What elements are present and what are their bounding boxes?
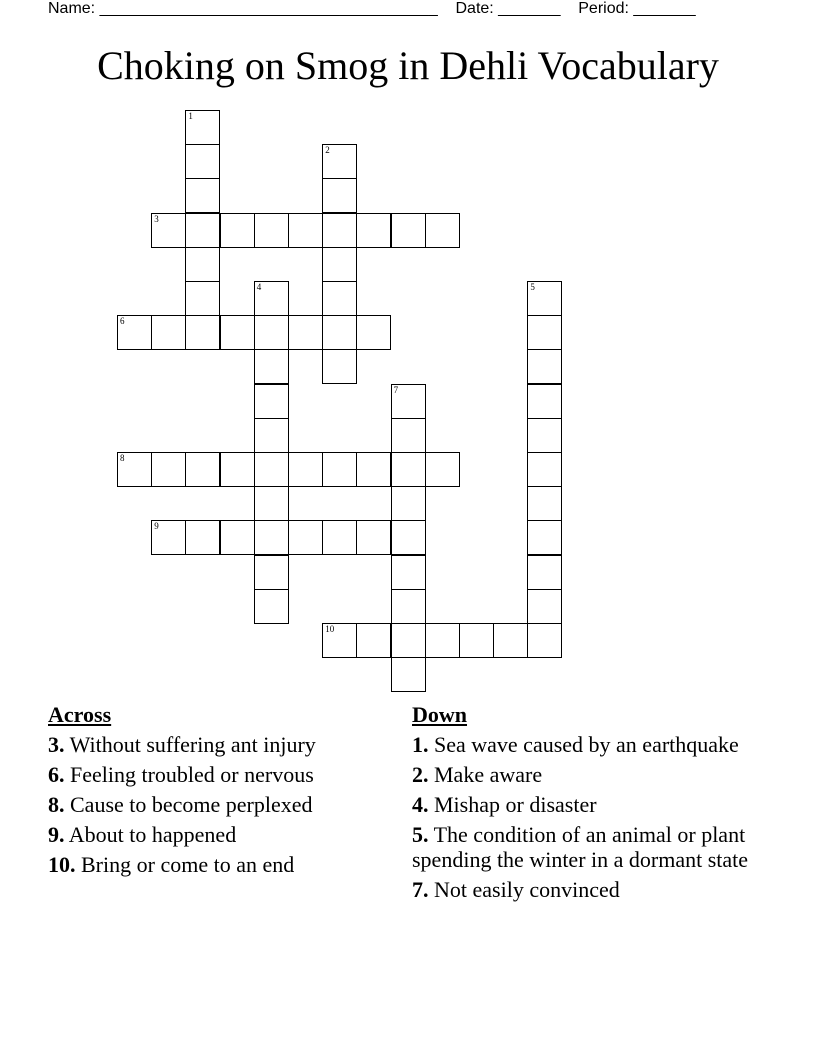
crossword-cell[interactable]	[254, 555, 289, 590]
crossword-cell[interactable]	[185, 315, 220, 350]
clue-down-7	[412, 877, 757, 902]
clue-number: 4.	[412, 792, 429, 817]
crossword-cell[interactable]	[220, 452, 255, 487]
crossword-cell[interactable]	[356, 623, 391, 658]
crossword-cell[interactable]	[527, 418, 562, 453]
clue-text: Make aware	[428, 762, 543, 787]
cell-number: 3	[154, 213, 159, 224]
crossword-cell[interactable]	[254, 486, 289, 521]
crossword-cell[interactable]	[527, 384, 562, 419]
crossword-cell[interactable]	[322, 247, 357, 282]
crossword-cell[interactable]	[425, 213, 460, 248]
crossword-cell[interactable]	[254, 349, 289, 384]
crossword-cell[interactable]	[254, 520, 289, 555]
crossword-cell[interactable]	[391, 384, 426, 419]
clue-text: Bring or come to an end	[75, 852, 295, 877]
crossword-cell[interactable]	[527, 349, 562, 384]
clue-across-6	[48, 762, 378, 787]
clue-text: Without suffering ant injury	[64, 732, 316, 757]
cell-number: 8	[120, 453, 125, 463]
crossword-cell[interactable]	[185, 213, 220, 248]
cell-number: 1	[188, 111, 193, 121]
crossword-cell[interactable]	[254, 418, 289, 453]
clue-across-3	[48, 732, 378, 757]
clue-number: 9.	[48, 822, 65, 847]
clue-number: 8.	[48, 792, 65, 817]
across-clues	[48, 702, 378, 882]
clue-number: 7.	[412, 877, 429, 902]
crossword-cell[interactable]	[322, 623, 357, 658]
crossword-cell[interactable]	[185, 452, 220, 487]
crossword-cell[interactable]	[391, 213, 426, 248]
crossword-cell[interactable]	[527, 520, 562, 555]
cell-number: 5	[530, 282, 535, 292]
student-info-line: Name: ______________________________________ Date: _______ Period: _______	[48, 0, 696, 17]
crossword-cell[interactable]	[185, 110, 220, 145]
cell-number: 2	[325, 145, 330, 156]
clue-down-5	[412, 822, 757, 872]
down-clues	[412, 702, 757, 907]
clue-across-8	[48, 792, 378, 817]
clue-number: 1.	[412, 732, 429, 757]
cell-number: 10	[325, 624, 335, 634]
crossword-cell[interactable]	[220, 315, 255, 350]
crossword-cell[interactable]	[254, 384, 289, 419]
crossword-cell[interactable]	[185, 520, 220, 555]
crossword-cell[interactable]	[459, 623, 494, 658]
crossword-cell[interactable]	[391, 589, 426, 624]
crossword-cell[interactable]	[322, 452, 357, 487]
cell-number: 4	[256, 282, 262, 292]
puzzle-title: Choking on Smog in Dehli Vocabulary	[97, 43, 719, 88]
clue-text: The condition of an animal or plant spending the winter in a dormant state	[412, 822, 749, 872]
clue-text: Not easily convinced	[428, 877, 620, 902]
crossword-cell[interactable]	[391, 555, 426, 590]
crossword-cell[interactable]	[391, 418, 426, 453]
crossword-cell[interactable]	[288, 520, 323, 555]
cell-number: 9	[154, 521, 159, 532]
crossword-cell[interactable]	[254, 589, 289, 624]
crossword-cell[interactable]	[527, 315, 562, 350]
clue-number: 10.	[48, 852, 76, 877]
crossword-cell[interactable]	[356, 213, 391, 248]
crossword-cell[interactable]	[185, 178, 220, 213]
clue-across-9	[48, 822, 378, 847]
clue-number: 2.	[412, 762, 429, 787]
crossword-cell[interactable]	[288, 452, 323, 487]
clue-text: Cause to become perplexed	[64, 792, 313, 817]
crossword-cell[interactable]	[391, 623, 426, 658]
crossword-cell[interactable]	[288, 315, 323, 350]
crossword-cell[interactable]	[356, 520, 391, 555]
clue-number: 6.	[48, 762, 65, 787]
crossword-cell[interactable]	[254, 281, 289, 316]
crossword-cell[interactable]	[220, 520, 255, 555]
clue-across-10	[48, 852, 378, 877]
cell-number: 7	[393, 384, 399, 395]
crossword-cell[interactable]	[527, 623, 562, 658]
crossword-cell[interactable]	[151, 213, 186, 248]
crossword-cell[interactable]	[527, 555, 562, 590]
clue-number: 3.	[48, 732, 65, 757]
crossword-cell[interactable]	[425, 452, 460, 487]
crossword-cell[interactable]	[493, 623, 528, 658]
crossword-cell[interactable]	[356, 452, 391, 487]
clue-down-1	[412, 732, 757, 757]
clue-text: About to happened	[64, 822, 237, 847]
crossword-cell[interactable]	[117, 315, 152, 350]
crossword-cell[interactable]	[391, 486, 426, 521]
crossword-cell[interactable]	[322, 281, 357, 316]
crossword-cell[interactable]	[322, 315, 357, 350]
crossword-cell[interactable]	[254, 315, 289, 350]
crossword-cell[interactable]	[185, 247, 220, 282]
crossword-cell[interactable]	[322, 144, 357, 179]
clue-down-4	[412, 792, 757, 817]
crossword-cell[interactable]	[391, 657, 426, 692]
crossword-cell[interactable]	[117, 452, 152, 487]
crossword-cell[interactable]	[322, 178, 357, 213]
crossword-cell[interactable]	[527, 486, 562, 521]
crossword-cell[interactable]	[254, 213, 289, 248]
crossword-cell[interactable]	[391, 520, 426, 555]
crossword-cell[interactable]	[254, 452, 289, 487]
crossword-cell[interactable]	[288, 213, 323, 248]
clue-text: Mishap or disaster	[428, 792, 597, 817]
clue-down-2	[412, 762, 757, 787]
clue-text: Feeling troubled or nervous	[64, 762, 314, 787]
crossword-cell[interactable]	[220, 213, 255, 248]
crossword-cell[interactable]	[527, 589, 562, 624]
crossword-cell[interactable]	[425, 623, 460, 658]
crossword-cell[interactable]	[151, 452, 186, 487]
crossword-cell[interactable]	[151, 520, 186, 555]
clue-number: 5.	[412, 822, 429, 847]
crossword-cell[interactable]	[185, 281, 220, 316]
clue-text: Sea wave caused by an earthquake	[428, 732, 739, 757]
down-heading: Down	[412, 702, 468, 727]
crossword-cell[interactable]	[391, 452, 426, 487]
crossword-cell[interactable]	[322, 349, 357, 384]
crossword-cell[interactable]	[356, 315, 391, 350]
crossword-cell[interactable]	[527, 281, 562, 316]
crossword-cell[interactable]	[151, 315, 186, 350]
across-heading: Across	[48, 702, 112, 727]
crossword-cell[interactable]	[185, 144, 220, 179]
cell-number: 6	[120, 316, 125, 327]
crossword-cell[interactable]	[527, 452, 562, 487]
crossword-cell[interactable]	[322, 213, 357, 248]
crossword-cell[interactable]	[322, 520, 357, 555]
